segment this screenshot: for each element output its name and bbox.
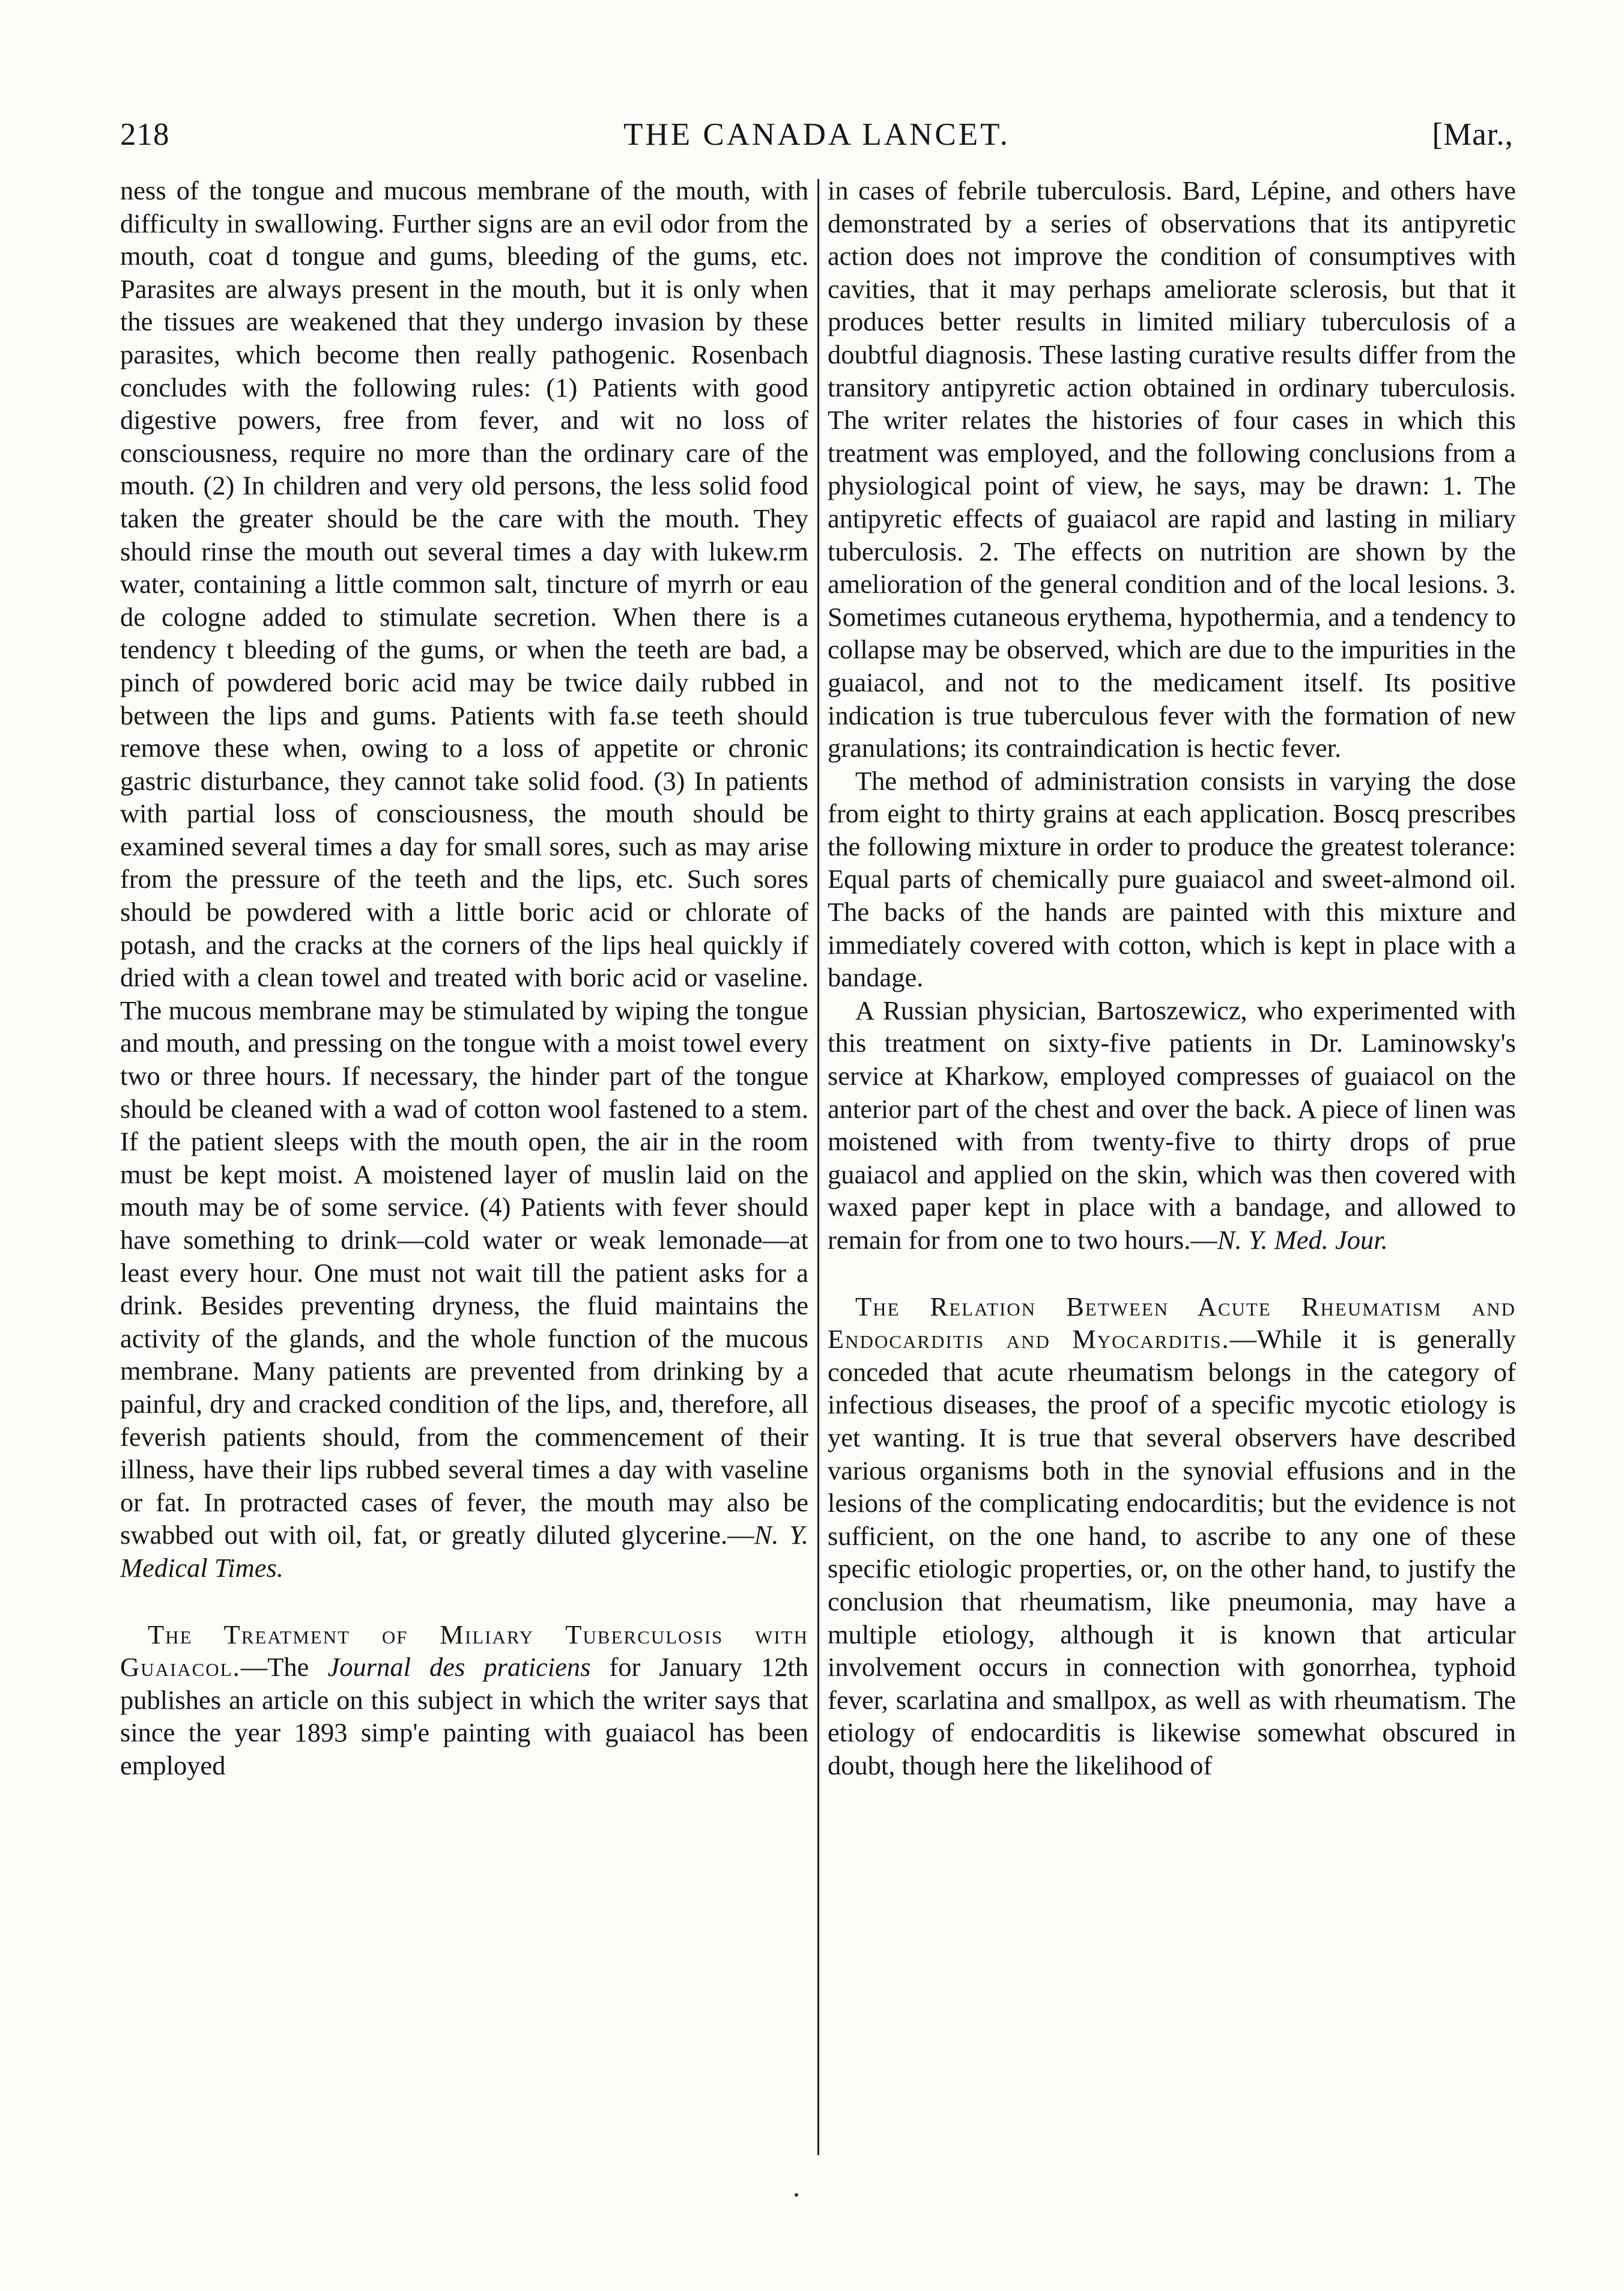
administration-paragraph: The method of administration consists in varying the dose from eight to thirty grains at each application. Boscq prescribes the following mixture in order to produce the greatest tolerance: Equal parts of chemically pure guaiacol and sweet-almond oil. The backs of the hands are painted with this mixture and immediately covered with cotton, which is kept in place with a bandage. bbox=[828, 765, 1516, 993]
rheumatism-article-text: —While it is generally conceded that acute rheumatism belongs in the category of infectious diseases, the proof of a specific mycotic etiology is yet wanting. It is true that several observers have described various organisms both in the synovial effusions and in the lesions of the complicating endocarditis; but the evidence is not sufficient, on the one hand, to ascribe to any one of these specific etiologic properties, or, on the other hand, to justify the conclusion that rheumatism, like pneumonia, may have a multiple etiology, although it is known that articular involvement occurs in connection with gonorrhea, typhoid fever, scarlatina and smallpox, as well as with rheumatism. The etiology of endocarditis is likewise somewhat obscured in doubt, though here the likelihood of bbox=[828, 1324, 1516, 1780]
guaiacol-article-text: for January 12th publishes an article on this subject in which the writer says that since the year 1893 simp'e painting with guaiacol has been employed bbox=[120, 1652, 808, 1780]
right-column bbox=[828, 174, 1516, 2156]
mouth-care-paragraph bbox=[120, 174, 808, 1585]
russian-study-paragraph bbox=[828, 994, 1516, 1257]
source-citation: N. Y. Med. Jour. bbox=[1217, 1225, 1388, 1255]
russian-study-text: A Russian physician, Bartoszewicz, who experimented with this treatment on sixty-five patients in Dr. Laminowsky's service at Kharkow, employed compresses of guaiacol on the anterior part of the chest and over the back. A piece of linen was moistened with from twenty-five to thirty drops of prue guaiacol and applied on the skin, which was then covered with waxed paper kept in place with a bandage, and allowed to remain for from one to two hours.— bbox=[828, 995, 1516, 1255]
column-divider bbox=[817, 179, 819, 2155]
journal-name: Journal des praticiens bbox=[327, 1652, 591, 1683]
issue-month: [Mar., bbox=[1432, 117, 1513, 152]
source-citation: N. Y. Medical Times. bbox=[120, 1520, 808, 1583]
guaiacol-results-paragraph: in cases of febrile tuberculosis. Bard, Lépine, and others have demonstrated by a series of observations that its antipyretic action does not improve the condition of consumptives with cavities, that it may perhaps ameliorate sclerosis, but that it produces better results in limited miliary tuberculosis of a doubtful diagnosis. These lasting curative results differ from the transitory antipyretic action obtained in ordinary tuberculosis. The writer relates the histories of four cases in which this treatment was employed, and the following conclusions from a physiological point of view, he says, may be drawn: 1. The antipyretic effects of guaiacol are rapid and lasting in miliary tuberculosis. 2. The effects on nutrition are shown by the amelioration of the general condition and of the local lesions. 3. Sometimes cutaneous erythema, hypothermia, and a tendency to collapse may be observed, which are due to the impurities in the guaiacol, and not to the medicament itself. Its positive indication is true tuberculous fever with the formation of new granulations; its contraindication is hectic fever. bbox=[828, 175, 1516, 763]
running-head bbox=[120, 112, 1513, 160]
journal-title: THE CANADA LANCET. bbox=[623, 117, 1010, 152]
mouth-care-text: ness of the tongue and mucous membrane of the mouth, with difficulty in swallowing. Further signs are an evil odor from the mouth, coat d tongue and gums, bleeding of the gums, etc. Parasites are always present in the mouth, but it is only when the tissues are weakened that they undergo invasion by these parasites, which become then really pathogenic. Rosenbach concludes with the following rules: (1) Patients with good digestive powers, free from fever, and wit no loss of consciousness, require no more than the ordinary care of the mouth. (2) In children and very old persons, the less solid food taken the greater should be the care with the mouth. They should rinse the mouth out several times a day with lukew.rm water, containing a little common salt, tincture of myrrh or eau de cologne added to stimulate secretion. When there is a tendency t bleeding of the gums, or when the teeth are bad, a pinch of powdered boric acid may be twice daily rubbed in between the lips and gums. Patients with fa.se teeth should remove these when, owing to a loss of appetite or chronic gastric disturbance, they cannot take solid food. (3) In patients with partial loss of consciousness, the mouth should be examined several times a day for small sores, such as may arise from the pressure of the teeth and the lips, etc. Such sores should be powdered with a little boric acid or chlorate of potash, and the cracks at the corners of the lips heal quickly if dried with a clean towel and treated with boric acid or vaseline. The mucous membrane may be stimulated by wiping the tongue and mouth, and pressing on the tongue with a moist towel every two or three hours. If necessary, the hinder part of the tongue should be cleaned with a wad of cotton wool fastened to a stem. If the patient sleeps with the mouth open, the air in the room must be kept moist. A moistened layer of muslin laid on the mouth may be of some service. (4) Patients with fever should have something to drink—cold water or weak lemonade—at least every hour. One must not wait till the patient asks for a drink. Besides preventing dryness, the fluid maintains the activity of the glands, and the whole function of the mucous membrane. Many patients are prevented from drinking by a painful, dry and cracked condition of the lips, and, therefore, all feverish patients should, from the commencement of their illness, have their lips rubbed several times a day with vaseline or fat. In protracted cases of fever, the mouth may also be swabbed out with oil, fat, or greatly diluted glycerine.— bbox=[120, 175, 808, 1550]
section-heading: The Relation Between Acute Rheumatism and Endocarditis and Myocarditis. bbox=[828, 1291, 1516, 1355]
print-speck bbox=[795, 2193, 798, 2197]
section-gap bbox=[828, 1257, 1516, 1290]
page-number: 218 bbox=[120, 117, 170, 152]
guaiacol-intro-text: —The bbox=[240, 1652, 328, 1683]
rheumatism-article-paragraph bbox=[828, 1290, 1516, 1782]
left-column bbox=[120, 174, 808, 2156]
guaiacol-article-paragraph bbox=[120, 1618, 808, 1782]
section-heading: The Treatment of Miliary Tuberculosis with Guaiacol. bbox=[120, 1619, 808, 1683]
section-gap bbox=[120, 1585, 808, 1618]
